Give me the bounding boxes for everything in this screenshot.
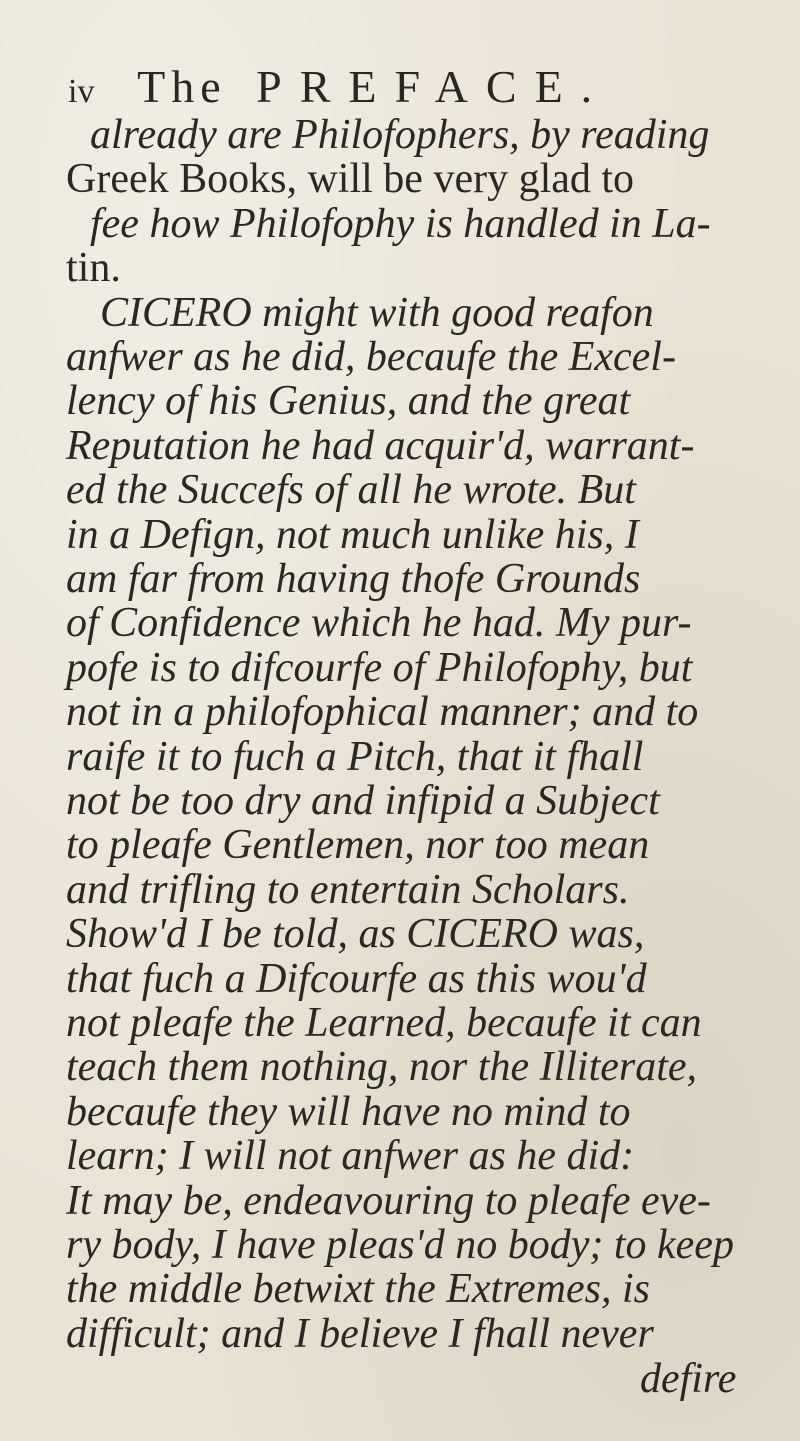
- page-number: iv: [68, 73, 95, 110]
- text-line: ed the Succefs of all he wrote. But: [66, 467, 636, 514]
- text-line: of Confidence which he had. My pur-: [66, 600, 692, 647]
- text-line: am far from having thofe Grounds: [66, 556, 641, 602]
- text-line: It may be, endeavouring to pleafe eve-: [66, 1177, 711, 1224]
- text-line: teach them nothing, nor the Illiterate,: [66, 1044, 698, 1091]
- text-line: fee how Philofophy is handled in La-: [90, 200, 711, 247]
- running-header: [68, 60, 610, 116]
- header-title-caps: PREFACE.: [256, 61, 611, 112]
- text-line: the middle betwixt the Extremes, is: [66, 1266, 650, 1313]
- text-line: and trifling to entertain Scholars.: [66, 866, 630, 913]
- text-line: anfwer as he did, becaufe the Excel-: [66, 334, 676, 380]
- text-line: Show'd I be told, as CICERO was,: [66, 911, 645, 958]
- text-line: raife it to fuch a Pitch, that it fhall: [66, 733, 644, 780]
- text-line: to pleafe Gentlemen, nor too mean: [66, 822, 650, 869]
- text-line: not in a philofophical manner; and to: [66, 689, 699, 736]
- text-line: already are Philofophers, by reading: [90, 112, 710, 158]
- text-line: not pleafe the Learned, becaufe it can: [66, 1000, 702, 1046]
- text-line: becaufe they will have no mind to: [66, 1088, 631, 1135]
- text-line: not be too dry and infipid a Subject: [66, 778, 660, 824]
- text-line: ry body, I have pleas'd no body; to keep: [66, 1222, 734, 1268]
- catchword: defire: [640, 1356, 737, 1403]
- text-line: that fuch a Difcourfe as this wou'd: [66, 955, 647, 1002]
- text-line: pofe is to difcourfe of Philofophy, but: [66, 644, 693, 691]
- text-line: Reputation he had acquir'd, warrant-: [66, 422, 695, 469]
- text-line: lency of his Genius, and the great: [66, 378, 631, 425]
- text-line: in a Defign, not much unlike his, I: [66, 511, 639, 558]
- text-line: difficult; and I believe I fhall never: [66, 1310, 654, 1357]
- header-title-word: The: [137, 61, 227, 112]
- text-line: Greek Books, will be very glad to: [66, 156, 635, 203]
- text-line: CICERO might with good reafon: [100, 289, 654, 336]
- text-line: tin.: [66, 245, 121, 292]
- text-line: learn; I will not anfwer as he did:: [66, 1133, 635, 1180]
